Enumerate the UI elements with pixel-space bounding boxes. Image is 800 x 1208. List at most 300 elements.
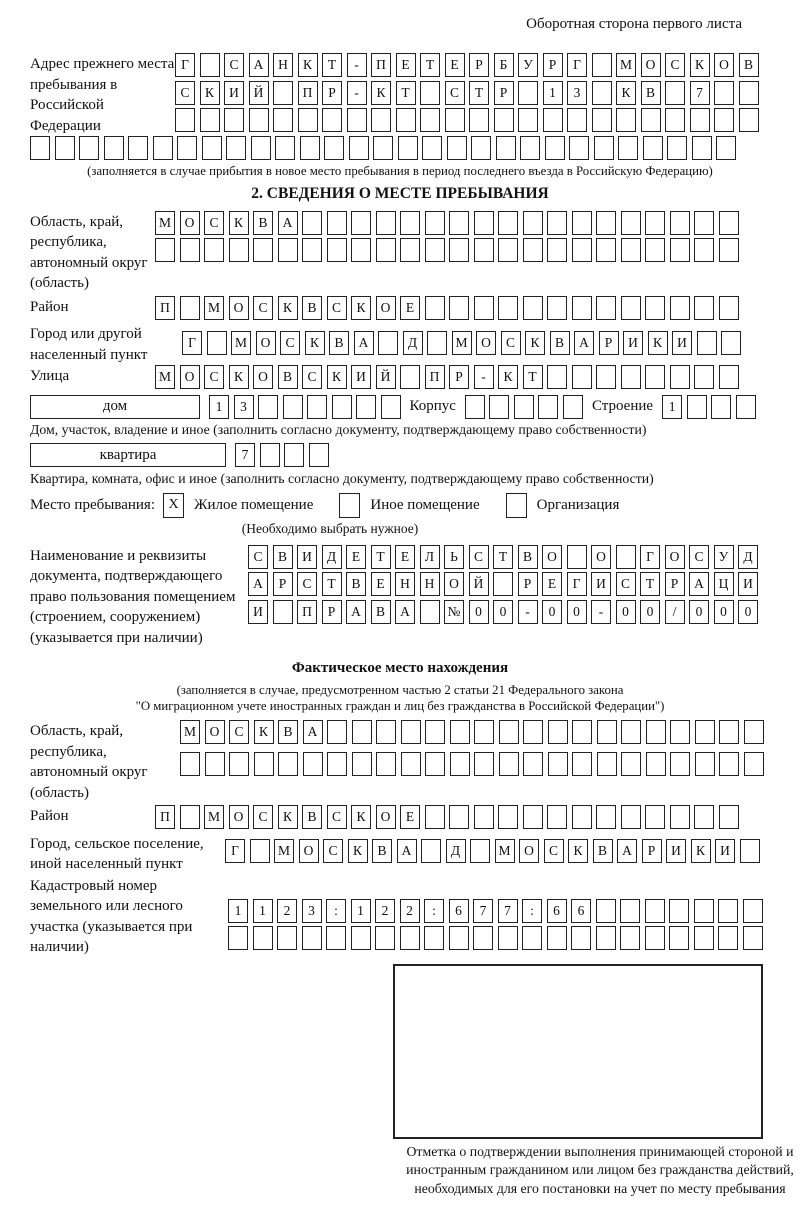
char-cell[interactable] (474, 238, 494, 262)
char-cell[interactable]: Г (182, 331, 202, 355)
char-cell[interactable] (621, 365, 641, 389)
char-cell[interactable]: К (254, 720, 274, 744)
char-cell[interactable]: Р (449, 365, 469, 389)
char-cell[interactable] (621, 752, 641, 776)
char-cell[interactable] (616, 545, 636, 569)
char-cell[interactable] (716, 136, 736, 160)
char-cell[interactable]: Й (469, 572, 489, 596)
char-cell[interactable] (302, 238, 322, 262)
char-cell[interactable] (545, 136, 565, 160)
char-cell[interactable] (694, 926, 714, 950)
char-cell[interactable] (670, 238, 690, 262)
char-cell[interactable] (180, 805, 200, 829)
char-cell[interactable] (421, 839, 441, 863)
char-cell[interactable] (104, 136, 124, 160)
char-cell[interactable] (302, 211, 322, 235)
char-cell[interactable] (273, 108, 293, 132)
char-cell[interactable]: С (445, 81, 465, 105)
char-cell[interactable] (620, 899, 640, 923)
char-cell[interactable]: А (249, 53, 269, 77)
char-cell[interactable]: И (248, 600, 268, 624)
char-cell[interactable]: Н (273, 53, 293, 77)
char-cell[interactable] (226, 136, 246, 160)
char-cell[interactable] (665, 108, 685, 132)
char-cell[interactable] (378, 331, 398, 355)
char-cell[interactable]: П (371, 53, 391, 77)
char-cell[interactable] (645, 899, 665, 923)
char-cell[interactable] (670, 296, 690, 320)
char-cell[interactable]: С (302, 365, 322, 389)
char-cell[interactable] (520, 136, 540, 160)
char-cell[interactable] (420, 108, 440, 132)
char-cell[interactable] (155, 238, 175, 262)
char-cell[interactable]: В (278, 365, 298, 389)
char-cell[interactable] (692, 136, 712, 160)
char-cell[interactable] (327, 720, 347, 744)
char-cell[interactable]: К (690, 53, 710, 77)
char-cell[interactable]: О (376, 805, 396, 829)
char-cell[interactable] (180, 238, 200, 262)
char-cell[interactable]: Ь (444, 545, 464, 569)
char-cell[interactable] (687, 395, 707, 419)
char-cell[interactable]: М (616, 53, 636, 77)
char-cell[interactable] (645, 238, 665, 262)
char-cell[interactable] (398, 136, 418, 160)
char-cell[interactable]: И (591, 572, 611, 596)
char-cell[interactable] (229, 752, 249, 776)
char-cell[interactable] (740, 839, 760, 863)
char-cell[interactable]: У (714, 545, 734, 569)
char-cell[interactable]: М (155, 365, 175, 389)
char-cell[interactable]: О (519, 839, 539, 863)
char-cell[interactable]: К (200, 81, 220, 105)
char-cell[interactable] (523, 805, 543, 829)
char-cell[interactable]: 0 (616, 600, 636, 624)
char-cell[interactable] (670, 752, 690, 776)
checkbox-residential[interactable]: X (163, 493, 184, 518)
char-cell[interactable]: Г (225, 839, 245, 863)
char-cell[interactable] (278, 238, 298, 262)
char-cell[interactable] (175, 108, 195, 132)
char-cell[interactable] (694, 238, 714, 262)
char-cell[interactable] (645, 211, 665, 235)
char-cell[interactable] (567, 545, 587, 569)
char-cell[interactable] (202, 136, 222, 160)
char-cell[interactable] (400, 211, 420, 235)
char-cell[interactable] (596, 211, 616, 235)
char-cell[interactable]: Р (665, 572, 685, 596)
char-cell[interactable]: Р (494, 81, 514, 105)
char-cell[interactable] (449, 805, 469, 829)
char-cell[interactable]: 2 (375, 899, 395, 923)
char-cell[interactable] (621, 238, 641, 262)
char-cell[interactable]: С (469, 545, 489, 569)
char-cell[interactable]: - (347, 53, 367, 77)
char-cell[interactable] (646, 752, 666, 776)
char-cell[interactable] (253, 926, 273, 950)
char-cell[interactable] (739, 108, 759, 132)
char-cell[interactable]: С (253, 296, 273, 320)
char-cell[interactable]: 6 (571, 899, 591, 923)
char-cell[interactable]: Е (445, 53, 465, 77)
char-cell[interactable]: Б (494, 53, 514, 77)
char-cell[interactable] (572, 805, 592, 829)
char-cell[interactable]: О (376, 296, 396, 320)
char-cell[interactable] (300, 136, 320, 160)
char-cell[interactable]: С (616, 572, 636, 596)
char-cell[interactable] (229, 238, 249, 262)
char-cell[interactable]: - (474, 365, 494, 389)
char-cell[interactable] (571, 926, 591, 950)
char-cell[interactable]: 2 (277, 899, 297, 923)
char-cell[interactable] (718, 899, 738, 923)
char-cell[interactable] (376, 211, 396, 235)
char-cell[interactable] (620, 926, 640, 950)
char-cell[interactable]: В (550, 331, 570, 355)
char-cell[interactable] (718, 926, 738, 950)
char-cell[interactable]: С (280, 331, 300, 355)
char-cell[interactable] (258, 395, 278, 419)
char-cell[interactable]: Е (400, 296, 420, 320)
char-cell[interactable] (643, 136, 663, 160)
char-cell[interactable] (474, 296, 494, 320)
char-cell[interactable] (400, 926, 420, 950)
char-cell[interactable] (498, 805, 518, 829)
char-cell[interactable] (471, 136, 491, 160)
checkbox-organization[interactable] (506, 493, 527, 518)
char-cell[interactable] (694, 805, 714, 829)
char-cell[interactable]: К (525, 331, 545, 355)
char-cell[interactable] (327, 238, 347, 262)
char-cell[interactable]: В (329, 331, 349, 355)
char-cell[interactable] (351, 926, 371, 950)
char-cell[interactable] (326, 926, 346, 950)
char-cell[interactable] (427, 331, 447, 355)
char-cell[interactable]: 3 (234, 395, 254, 419)
char-cell[interactable] (572, 752, 592, 776)
char-cell[interactable]: С (689, 545, 709, 569)
char-cell[interactable]: 1 (253, 899, 273, 923)
char-cell[interactable]: 1 (228, 899, 248, 923)
char-cell[interactable]: Р (599, 331, 619, 355)
char-cell[interactable] (376, 238, 396, 262)
char-cell[interactable]: Н (395, 572, 415, 596)
char-cell[interactable] (743, 926, 763, 950)
char-cell[interactable]: О (253, 365, 273, 389)
char-cell[interactable]: А (574, 331, 594, 355)
char-cell[interactable] (667, 136, 687, 160)
char-cell[interactable]: Р (273, 572, 293, 596)
char-cell[interactable] (489, 395, 509, 419)
char-cell[interactable] (547, 805, 567, 829)
char-cell[interactable] (621, 805, 641, 829)
char-cell[interactable]: О (591, 545, 611, 569)
char-cell[interactable] (548, 720, 568, 744)
char-cell[interactable]: Т (322, 572, 342, 596)
char-cell[interactable] (422, 136, 442, 160)
char-cell[interactable]: Т (371, 545, 391, 569)
char-cell[interactable]: Е (346, 545, 366, 569)
char-cell[interactable] (425, 296, 445, 320)
char-cell[interactable] (79, 136, 99, 160)
char-cell[interactable] (474, 752, 494, 776)
char-cell[interactable]: П (155, 296, 175, 320)
char-cell[interactable]: К (351, 296, 371, 320)
char-cell[interactable] (596, 805, 616, 829)
char-cell[interactable]: О (256, 331, 276, 355)
char-cell[interactable]: 0 (738, 600, 758, 624)
char-cell[interactable]: С (229, 720, 249, 744)
char-cell[interactable] (424, 926, 444, 950)
char-cell[interactable] (356, 395, 376, 419)
char-cell[interactable]: 0 (689, 600, 709, 624)
char-cell[interactable] (616, 108, 636, 132)
char-cell[interactable]: И (738, 572, 758, 596)
char-cell[interactable]: 6 (449, 899, 469, 923)
char-cell[interactable]: Т (420, 53, 440, 77)
char-cell[interactable] (596, 238, 616, 262)
char-cell[interactable] (447, 136, 467, 160)
char-cell[interactable] (396, 108, 416, 132)
char-cell[interactable]: И (715, 839, 735, 863)
char-cell[interactable] (596, 899, 616, 923)
char-cell[interactable] (254, 752, 274, 776)
char-cell[interactable] (273, 600, 293, 624)
char-cell[interactable] (474, 211, 494, 235)
char-cell[interactable]: И (297, 545, 317, 569)
char-cell[interactable]: Й (376, 365, 396, 389)
char-cell[interactable]: С (224, 53, 244, 77)
char-cell[interactable]: 0 (640, 600, 660, 624)
char-cell[interactable] (450, 752, 470, 776)
char-cell[interactable]: В (302, 805, 322, 829)
char-cell[interactable] (719, 296, 739, 320)
char-cell[interactable]: Д (446, 839, 466, 863)
char-cell[interactable]: А (346, 600, 366, 624)
char-cell[interactable] (401, 752, 421, 776)
char-cell[interactable] (493, 572, 513, 596)
char-cell[interactable] (251, 136, 271, 160)
char-cell[interactable] (592, 81, 612, 105)
char-cell[interactable]: О (180, 365, 200, 389)
char-cell[interactable] (523, 238, 543, 262)
char-cell[interactable] (351, 238, 371, 262)
char-cell[interactable] (645, 296, 665, 320)
char-cell[interactable] (665, 81, 685, 105)
char-cell[interactable]: О (229, 805, 249, 829)
char-cell[interactable] (445, 108, 465, 132)
char-cell[interactable] (309, 443, 329, 467)
char-cell[interactable]: 1 (543, 81, 563, 105)
char-cell[interactable] (592, 53, 612, 77)
char-cell[interactable] (205, 752, 225, 776)
char-cell[interactable] (371, 108, 391, 132)
char-cell[interactable]: О (665, 545, 685, 569)
char-cell[interactable] (744, 720, 764, 744)
char-cell[interactable]: П (298, 81, 318, 105)
char-cell[interactable]: С (665, 53, 685, 77)
char-cell[interactable]: 0 (493, 600, 513, 624)
char-cell[interactable]: О (476, 331, 496, 355)
char-cell[interactable] (592, 108, 612, 132)
char-cell[interactable]: Г (567, 572, 587, 596)
checkbox-other-premises[interactable] (339, 493, 360, 518)
char-cell[interactable]: С (544, 839, 564, 863)
char-cell[interactable] (177, 136, 197, 160)
char-cell[interactable]: В (253, 211, 273, 235)
char-cell[interactable] (298, 108, 318, 132)
char-cell[interactable] (401, 720, 421, 744)
char-cell[interactable]: 0 (567, 600, 587, 624)
char-cell[interactable] (498, 211, 518, 235)
char-cell[interactable] (547, 238, 567, 262)
char-cell[interactable]: Т (493, 545, 513, 569)
char-cell[interactable] (498, 926, 518, 950)
char-cell[interactable] (250, 839, 270, 863)
char-cell[interactable] (596, 296, 616, 320)
char-cell[interactable] (721, 331, 741, 355)
char-cell[interactable]: С (327, 805, 347, 829)
char-cell[interactable]: К (371, 81, 391, 105)
char-cell[interactable]: Е (400, 805, 420, 829)
char-cell[interactable] (128, 136, 148, 160)
char-cell[interactable] (349, 136, 369, 160)
char-cell[interactable] (496, 136, 516, 160)
char-cell[interactable] (695, 720, 715, 744)
char-cell[interactable] (284, 443, 304, 467)
char-cell[interactable] (645, 365, 665, 389)
char-cell[interactable] (596, 365, 616, 389)
char-cell[interactable]: В (278, 720, 298, 744)
char-cell[interactable]: М (204, 296, 224, 320)
char-cell[interactable]: М (452, 331, 472, 355)
char-cell[interactable] (547, 365, 567, 389)
char-cell[interactable]: А (397, 839, 417, 863)
char-cell[interactable]: С (175, 81, 195, 105)
char-cell[interactable] (569, 136, 589, 160)
char-cell[interactable]: В (518, 545, 538, 569)
char-cell[interactable]: - (347, 81, 367, 105)
char-cell[interactable]: И (351, 365, 371, 389)
char-cell[interactable]: И (666, 839, 686, 863)
char-cell[interactable] (381, 395, 401, 419)
char-cell[interactable] (670, 805, 690, 829)
char-cell[interactable] (719, 365, 739, 389)
char-cell[interactable]: Т (469, 81, 489, 105)
char-cell[interactable]: С (327, 296, 347, 320)
char-cell[interactable]: В (641, 81, 661, 105)
char-cell[interactable] (228, 926, 248, 950)
char-cell[interactable] (180, 752, 200, 776)
char-cell[interactable] (275, 136, 295, 160)
char-cell[interactable] (711, 395, 731, 419)
char-cell[interactable]: К (229, 211, 249, 235)
char-cell[interactable]: К (348, 839, 368, 863)
char-cell[interactable] (572, 296, 592, 320)
char-cell[interactable]: О (641, 53, 661, 77)
char-cell[interactable] (594, 136, 614, 160)
char-cell[interactable]: А (395, 600, 415, 624)
char-cell[interactable]: Р (642, 839, 662, 863)
char-cell[interactable] (621, 211, 641, 235)
char-cell[interactable]: Е (395, 545, 415, 569)
char-cell[interactable] (450, 720, 470, 744)
char-cell[interactable] (572, 365, 592, 389)
char-cell[interactable] (351, 211, 371, 235)
char-cell[interactable] (547, 296, 567, 320)
char-cell[interactable] (303, 752, 323, 776)
char-cell[interactable]: Т (322, 53, 342, 77)
char-cell[interactable]: С (501, 331, 521, 355)
char-cell[interactable] (373, 136, 393, 160)
char-cell[interactable] (543, 108, 563, 132)
char-cell[interactable]: В (372, 839, 392, 863)
char-cell[interactable]: В (302, 296, 322, 320)
char-cell[interactable]: 1 (209, 395, 229, 419)
char-cell[interactable]: И (672, 331, 692, 355)
char-cell[interactable]: О (714, 53, 734, 77)
char-cell[interactable]: И (224, 81, 244, 105)
char-cell[interactable] (420, 600, 440, 624)
char-cell[interactable]: Г (640, 545, 660, 569)
char-cell[interactable] (278, 752, 298, 776)
char-cell[interactable]: Р (322, 600, 342, 624)
char-cell[interactable] (694, 296, 714, 320)
char-cell[interactable]: : (326, 899, 346, 923)
char-cell[interactable] (327, 211, 347, 235)
char-cell[interactable]: - (518, 600, 538, 624)
char-cell[interactable] (283, 395, 303, 419)
char-cell[interactable]: О (205, 720, 225, 744)
char-cell[interactable] (744, 752, 764, 776)
char-cell[interactable] (646, 720, 666, 744)
char-cell[interactable]: М (231, 331, 251, 355)
char-cell[interactable]: И (623, 331, 643, 355)
char-cell[interactable]: С (204, 211, 224, 235)
char-cell[interactable] (522, 926, 542, 950)
char-cell[interactable] (523, 211, 543, 235)
char-cell[interactable]: Д (738, 545, 758, 569)
char-cell[interactable]: 3 (567, 81, 587, 105)
char-cell[interactable] (498, 296, 518, 320)
char-cell[interactable]: М (204, 805, 224, 829)
char-cell[interactable]: Д (322, 545, 342, 569)
char-cell[interactable] (470, 839, 490, 863)
char-cell[interactable]: С (253, 805, 273, 829)
char-cell[interactable]: К (691, 839, 711, 863)
char-cell[interactable] (523, 752, 543, 776)
char-cell[interactable] (200, 108, 220, 132)
char-cell[interactable]: Е (396, 53, 416, 77)
char-cell[interactable] (400, 365, 420, 389)
char-cell[interactable]: - (591, 600, 611, 624)
char-cell[interactable]: : (424, 899, 444, 923)
char-cell[interactable]: К (305, 331, 325, 355)
char-cell[interactable]: А (617, 839, 637, 863)
char-cell[interactable] (547, 926, 567, 950)
char-cell[interactable]: К (229, 365, 249, 389)
char-cell[interactable]: О (180, 211, 200, 235)
char-cell[interactable] (425, 238, 445, 262)
char-cell[interactable] (743, 899, 763, 923)
char-cell[interactable]: К (298, 53, 318, 77)
char-cell[interactable] (224, 108, 244, 132)
char-cell[interactable]: 7 (235, 443, 255, 467)
char-cell[interactable] (375, 926, 395, 950)
char-cell[interactable] (469, 108, 489, 132)
char-cell[interactable]: 2 (400, 899, 420, 923)
char-cell[interactable]: К (498, 365, 518, 389)
